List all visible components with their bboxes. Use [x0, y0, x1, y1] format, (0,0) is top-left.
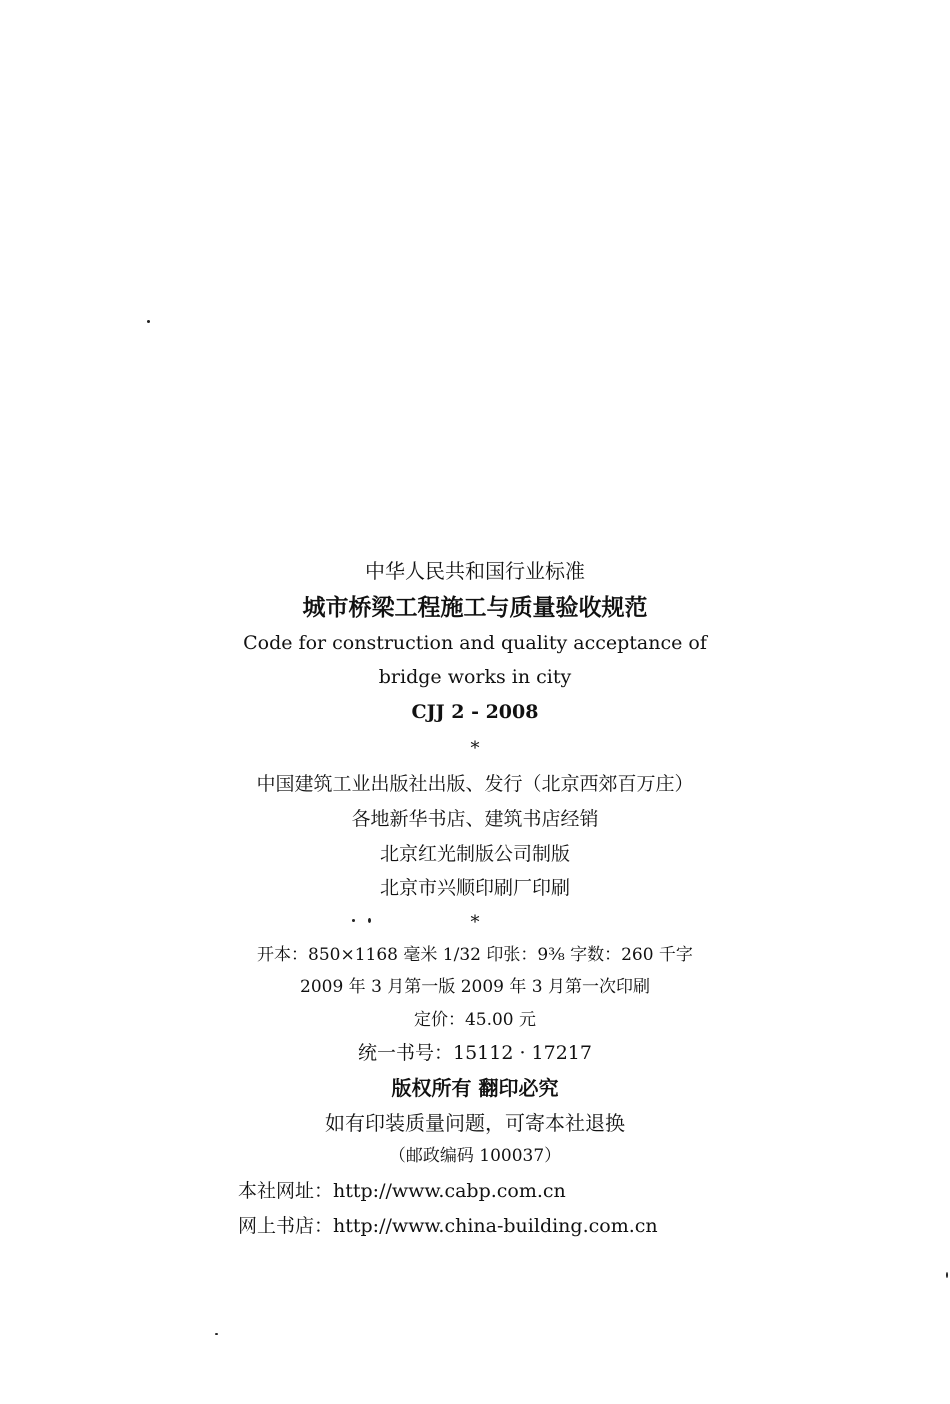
standard-series: 中华人民共和国行业标准	[365, 559, 585, 583]
edition-info: 2009 年 3 月第一版 2009 年 3 月第一次印刷	[300, 977, 650, 997]
book-specs: 开本：850×1168 毫米 1/32 印张：9⅜ 字数：260 千字	[257, 945, 693, 965]
standard-title-cn: 城市桥梁工程施工与质量验收规范	[302, 594, 648, 621]
separator-star: *	[470, 912, 480, 933]
print-speck	[946, 1272, 948, 1278]
rights-statement: 版权所有 翻印必究	[391, 1076, 559, 1100]
standard-code: CJJ 2 - 2008	[411, 701, 539, 723]
platemaker-line: 北京红光制版公司制版	[379, 843, 570, 865]
printer-line: 北京市兴顺印刷厂印刷	[379, 877, 570, 899]
postcode: （邮政编码 100037）	[388, 1146, 562, 1166]
publisher-website: 本社网址：http://www.cabp.com.cn	[238, 1180, 566, 1202]
separator-star: *	[470, 738, 480, 759]
print-speck	[215, 1333, 218, 1335]
print-speck	[147, 320, 150, 323]
book-number: 统一书号：15112 · 17217	[357, 1042, 592, 1064]
standard-title-en-line2: bridge works in city	[378, 666, 572, 688]
online-store: 网上书店：http://www.china-building.com.cn	[238, 1215, 658, 1237]
publisher-line: 中国建筑工业出版社出版、发行（北京西郊百万庄）	[256, 773, 694, 795]
standard-title-en-line1: Code for construction and quality acceptance of	[243, 632, 707, 654]
distributor-line: 各地新华书店、建筑书店经销	[351, 808, 599, 830]
returns-notice: 如有印装质量问题，可寄本社退换	[325, 1111, 625, 1135]
price: 定价：45.00 元	[413, 1010, 537, 1030]
